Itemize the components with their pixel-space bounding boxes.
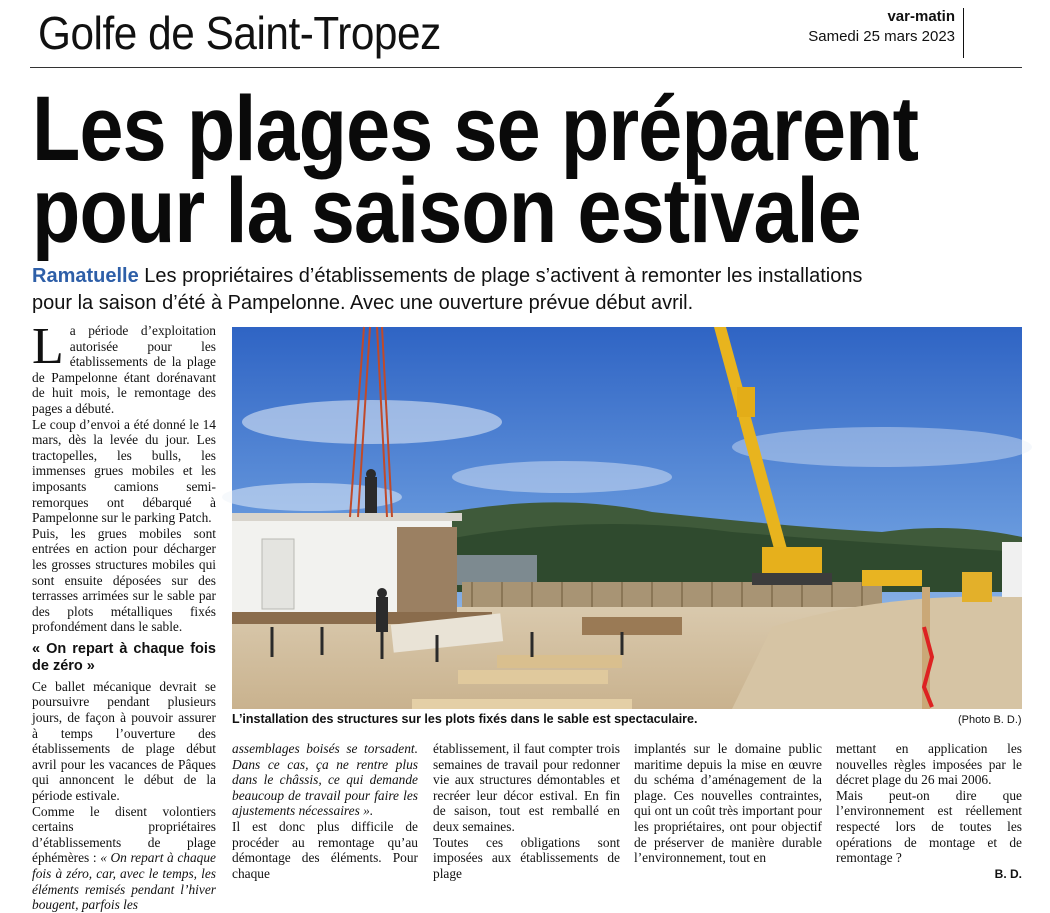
kicker: Ramatuelle [32, 265, 139, 287]
photo-caption: L’installation des structures sur les plots fixés dans le sable est spectaculaire. [232, 712, 698, 726]
text-column-2 [232, 741, 418, 881]
header-divider [963, 8, 964, 58]
col2-quote: assemblages boisés se torsadent. Dans ce cas, ça ne rentre plus dans le châssis, ce qui demande beaucoup de travail pour faire les ajustements nécessaires ». [232, 741, 418, 819]
signature: B. D. [994, 866, 1022, 881]
issue-date: Samedi 25 mars 2023 [808, 28, 955, 45]
col4-paragraph: implantés sur le domaine public maritime depuis la mise en œuvre du schéma d’aménagement de la plage. Ces nouvelles contraintes, qui ont un coût très important pour les propriétaires, ont pour objectif de préserver de manière durable l’environnement, tout en [634, 741, 822, 866]
col2-paragraph: Il est donc plus difficile de procéder au remontage qu’au démontage des éléments. Pour chaque [232, 818, 418, 881]
text-column-5 [836, 741, 1022, 882]
photo-credit: (Photo B. D.) [958, 714, 1022, 726]
col1-paragraph-5: Comme le disent volontiers certains propriétaires d’établissements de plage éphémères : [32, 803, 216, 866]
lead-paragraph [32, 263, 1032, 317]
beach-construction-image [232, 327, 1022, 709]
col1-paragraph-2: Le coup d’envoi a été donné le 14 mars, dès la levée du jour. Les tractopelles, les bulls, les immenses grues mobiles et les imposants camions semi-remorques ont débarqué à Pampelonne sur le parking Patch. [32, 416, 216, 526]
newspaper-brand: var-matin [887, 8, 955, 25]
headline-line-2: pour la saison estivale [32, 160, 861, 262]
article-photo [232, 327, 1022, 709]
col1-paragraph-3: Puis, les grues mobiles sont entrées en action pour décharger les grosses structures mobiles qui sont ensuite déposées sur des terrasses arrimées sur le sable par des plots métalliques fixés profondément dans le sable. [32, 525, 216, 635]
col1-paragraph-1: a période d’exploitation autorisée pour les établissements de la plage de Pampelonne étant dorénavant de huit mois, le remontage des pages a débuté. [32, 323, 216, 416]
headline-line-1: Les plages se préparent [32, 78, 919, 180]
intertitle: « On repart à chaque fois de zéro » [32, 640, 216, 674]
section-title: Golfe de Saint-Tropez [38, 7, 441, 59]
text-column-3 [433, 741, 620, 881]
col3-paragraph-1: établissement, il faut compter trois semaines de travail pour redonner vie aux structures démontables et recréer leur décor estival. En fin de saison, tout est remballé en deux semaines. [433, 741, 620, 834]
lead-line-1: Les propriétaires d’établissements de plage s’activent à remonter les installations [144, 265, 863, 287]
text-column-1 [32, 318, 217, 913]
header-rule [30, 67, 1022, 68]
col1-quote: « On repart à chaque fois à zéro, car, avec le temps, les éléments remisés pendant l’hiver bougent, parfois les [32, 850, 217, 913]
dropcap: L [32, 318, 64, 375]
lead-line-2: pour la saison d’été à Pampelonne. Avec une ouverture prévue début avril. [32, 292, 694, 314]
col5-paragraph-2: Mais peut-on dire que l’environnement est réellement respecté lors de toutes les opérations de montage et de remontage ? [836, 787, 1022, 866]
col1-paragraph-4: Ce ballet mécanique devrait se poursuivre pendant plusieurs jours, de façon à pouvoir assurer à temps l’ouverture des établissements de plage début avril pour les vacances de Pâques qui annoncent le début de la période estivale. [32, 678, 216, 804]
text-column-4 [634, 741, 822, 866]
col5-paragraph-1: mettant en application les nouvelles règles imposées par le décret plage du 26 mai 2006. [836, 741, 1022, 788]
col3-paragraph-2: Toutes ces obligations sont imposées aux établissements de plage [433, 834, 620, 881]
